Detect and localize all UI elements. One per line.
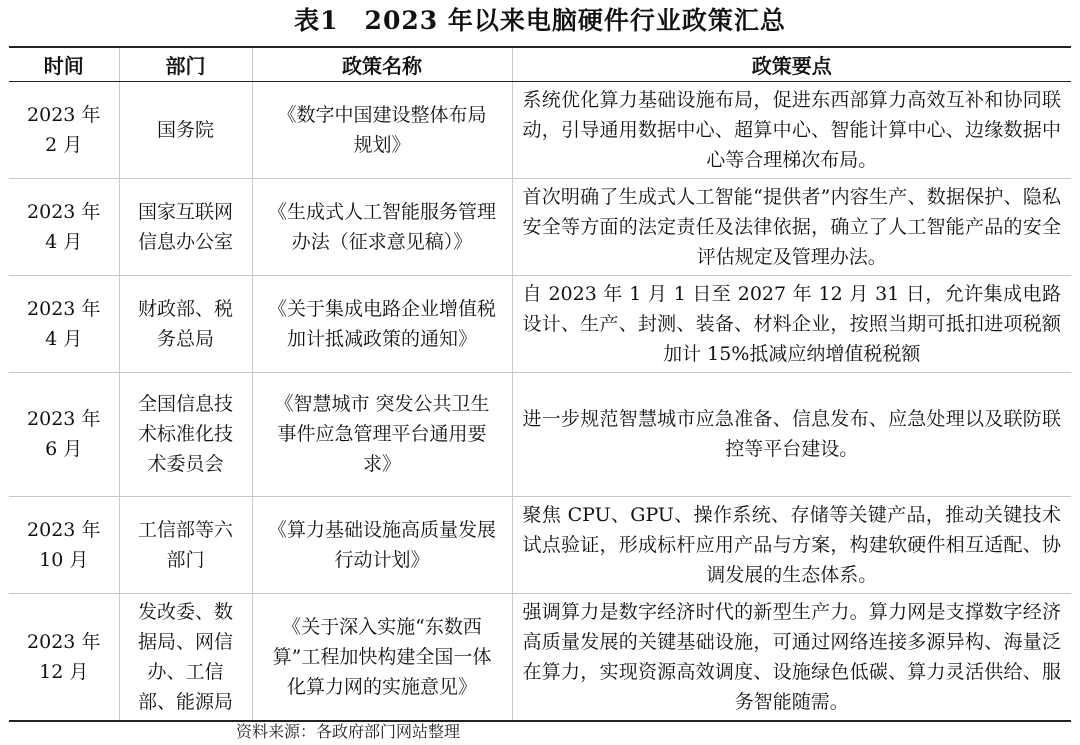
table-row <box>9 496 1071 593</box>
table-row <box>9 81 1071 178</box>
policy-table <box>9 46 1071 722</box>
cell-dept: 财政部、税务总局 <box>119 275 252 372</box>
cell-points: 自 2023 年 1 月 1 日至 2027 年 12 月 31 日，允许集成电路设计、生产、封测、装备、材料企业，按照当期可抵扣进项税额加计 15%抵减应纳增值税税额 <box>512 275 1071 372</box>
table-title <box>0 4 1080 38</box>
source-note: 资料来源：各政府部门网站整理 <box>236 722 461 741</box>
cell-dept: 工信部等六部门 <box>119 496 252 593</box>
header-policy: 政策名称 <box>252 47 512 81</box>
cell-policy: 《生成式人工智能服务管理办法（征求意见稿）》 <box>252 178 512 275</box>
cell-dept: 国家互联网信息办公室 <box>119 178 252 275</box>
cell-time: 2023 年 4 月 <box>9 275 119 372</box>
cell-policy: 《关于集成电路企业增值税加计抵减政策的通知》 <box>252 275 512 372</box>
cell-time: 2023 年 2 月 <box>9 81 119 178</box>
cell-points: 系统优化算力基础设施布局，促进东西部算力高效互补和协同联动，引导通用数据中心、超算中心、智能计算中心、边缘数据中心等合理梯次布局。 <box>512 81 1071 178</box>
cell-time: 2023 年 6 月 <box>9 372 119 496</box>
cell-dept: 国务院 <box>119 81 252 178</box>
cell-policy: 《算力基础设施高质量发展行动计划》 <box>252 496 512 593</box>
table-row <box>9 178 1071 275</box>
cell-points: 聚焦 CPU、GPU、操作系统、存储等关键产品，推动关键技术试点验证，形成标杆应用产品与方案，构建软硬件相互适配、协调发展的生态体系。 <box>512 496 1071 593</box>
header-row <box>9 47 1071 81</box>
cell-points: 进一步规范智慧城市应急准备、信息发布、应急处理以及联防联控等平台建设。 <box>512 372 1071 496</box>
table-row <box>9 372 1071 496</box>
cell-time: 2023 年 12 月 <box>9 593 119 721</box>
header-dept: 部门 <box>119 47 252 81</box>
table-number: 表1 <box>294 6 339 35</box>
cell-dept: 发改委、数据局、网信办、工信部、能源局 <box>119 593 252 721</box>
cell-points: 首次明确了生成式人工智能“提供者”内容生产、数据保护、隐私安全等方面的法定责任及法律依据，确立了人工智能产品的安全评估规定及管理办法。 <box>512 178 1071 275</box>
table-title-text: 2023 年以来电脑硬件行业政策汇总 <box>364 6 786 35</box>
table-row <box>9 275 1071 372</box>
cell-time: 2023 年 4 月 <box>9 178 119 275</box>
table-row <box>9 593 1071 721</box>
cell-dept: 全国信息技术标准化技术委员会 <box>119 372 252 496</box>
header-points: 政策要点 <box>512 47 1071 81</box>
cell-points: 强调算力是数字经济时代的新型生产力。算力网是支撑数字经济高质量发展的关键基础设施，可通过网络连接多源异构、海量泛在算力，实现资源高效调度、设施绿色低碳、算力灵活供给、服务智能随需。 <box>512 593 1071 721</box>
header-time: 时间 <box>9 47 119 81</box>
cell-policy: 《关于深入实施“东数西算”工程加快构建全国一体化算力网的实施意见》 <box>252 593 512 721</box>
cell-policy: 《智慧城市 突发公共卫生事件应急管理平台通用要求》 <box>252 372 512 496</box>
cell-time: 2023 年 10 月 <box>9 496 119 593</box>
cell-policy: 《数字中国建设整体布局规划》 <box>252 81 512 178</box>
